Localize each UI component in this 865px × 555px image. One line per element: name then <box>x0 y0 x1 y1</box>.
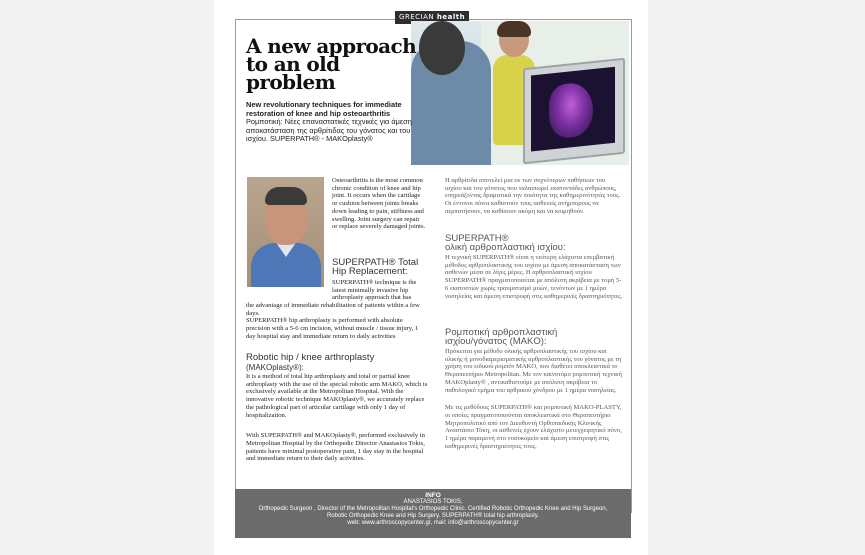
robotic-para2-en: With SUPERPATH® and MAKOplasty®, performed exclusively in Metropolitan Hospital by the Orthopedic Director Anastasios Tokis, patients have minimal postoperative pain, 1 day stay in the hospital and immediate return to their daily activities. <box>246 432 425 463</box>
superpath-heading-gr-1: SUPERPATH® <box>445 233 509 244</box>
subtitle-english: New revolutionary techniques for immediate restoration of knee and hip osteoarthritis <box>246 100 402 118</box>
info-contact: web: www.arthroscopycenter.gr, mail: info@arthroscopycenter.gr <box>347 520 519 526</box>
subtitle-greek: Ρομποτική: Νέες επαναστατικές τεχνικές για άμεση αποκατάσταση της αρθρίτιδας του γόνατος και του ισχίου. SUPERPATH® - MAKOplasty® <box>246 117 412 144</box>
english-intro: Osteoarthritis is the most common chronic condition of knee and hip joint. It occurs when the cartilage or cushion between joints breaks down leading to pain, stiffness and swelling. Joint surgery can repair or replace severely damaged joints. <box>332 177 426 231</box>
robotic-para1-gr: Πρόκειται για μέθοδο ολικής αρθροπλαστικής του ισχίου και ολικής ή μονοδιαμερισματικής αρθροπλαστικής του γόνατος με τη χρήση του ειδικού ρομπότ MAKO, που διαθέτει αποκλειστικά το Θεραπευτήριο Metropolitan. Με τον καινοτόμο ρομποτική τεχνική MAKOplasty® , αντικαθιστούμε με απόλυτη ακρίβεια το παθολογικό τμήμα του αρθρικού χόνδρου με 1 ημέρα νοσηλείας. <box>445 348 622 394</box>
masthead-section: health <box>436 13 466 21</box>
article-title: A new approach to an old problem <box>246 34 417 94</box>
xray-monitor <box>523 58 625 165</box>
greek-intro: Η αρθρίτιδα αποτελεί μια εκ των συχνότερων παθήσεων του ισχίου και του γόνατος που ταλαιπωρεί εκατοντάδες ανθρώπους, επηρεάζοντας δραματικά την ποιότητα της καθημερινότητάς τους. Οι έντονοι πόνοι καθιστούν τους ασθενείς ανήμπορους να περπατήσουν, να καθίσουν ακόμη και να κοιμηθούν. <box>445 177 621 215</box>
author-portrait <box>247 177 324 287</box>
superpath-para-top-en: SUPERPATH® technique is the latest minimally invasive hip arthroplasty approach that has <box>332 279 417 302</box>
robotic-para1-en: It is a method of total hip arthroplasty and total or partial knee arthroplasty with the use of the special robotic arm MAKO, which is exclusively available at the Metropolitan Hospital. With the innovative robotic technique MAKOplasty®, we accurately replace the pathological part of articular cartilage with only 1 day of hospitalization. <box>246 373 428 419</box>
superpath-heading-gr-2: ολική αρθροπλαστική ισχίου: <box>445 242 566 253</box>
info-name: ANASTASIOS TOKIS, <box>403 499 463 505</box>
robotic-body-gr <box>445 348 623 456</box>
hero-photo <box>411 21 629 165</box>
info-label: INFO <box>425 492 441 499</box>
info-line-1: Orthopedic Surgeon , Director of the Metropolitan Hospital's Orthopedic Clinic. Certified Robotic Orthopedic Knee and Hip Surgeon, <box>258 506 608 512</box>
superpath-para-bottom-line: the advantage of immediate rehabilitation of patients within a few days. <box>246 302 420 317</box>
robotic-subheading-en: (MAKOplasty®): <box>246 363 304 372</box>
article-subtitle <box>246 101 414 144</box>
robotic-para2-gr: Με τις μεθόδους SUPERPATH® και ρομποτική MAKO-PLASTY, οι οποίες πραγματοποιούνται αποκλειστικά στο Θεραπευτήριο Μητροπολιτικό από τον Διευθυντή Ορθοπαιδικής Κλινικής Αναστάσιο Τόκη, οι ασθενείς έχουν ελάχιστο μετεγχειρητικό πόνο, 1 ημέρα παραμονή στο νοσοκομείο και άμεση επιστροφή στις καθημερινές δραστηριότητες τους. <box>445 404 622 450</box>
superpath-para2-en: SUPERPATH® hip arthroplasty is performed with absolute precision with a 5-6 cm incision, without muscle / tissue injury, 1 day hospital stay and immediate return to daily activities <box>246 317 419 340</box>
superpath-para-bottom-en <box>246 302 428 347</box>
superpath-heading-en: SUPERPATH® Total Hip Replacement: <box>332 257 419 277</box>
robotic-body-en <box>246 373 428 469</box>
superpath-para-gr: Η τεχνική SUPERPATH® είναι η νεότερη ελάχιστα επεμβατική μέθοδος αρθροπλαστικής του ισχίου με άμεση αποκατάσταση των ασθενών μέσα σε λίγες μέρες. Η αρθροπλαστική ισχίου SUPERPATH® πραγματοποιείται με απόλυτη ακρίβεια με τομή 5-6 εκατοστών χωρίς τραυματισμό μυών, τενόντων με 1 ημέρα νοσηλείας και άμεση επιστροφή στις καθημερινές δραστηριότητες. <box>445 254 623 300</box>
info-box <box>235 489 631 538</box>
robotic-heading-gr-1: Ρομποτική αρθροπλαστική <box>445 327 558 338</box>
info-line-2: Robotic Orthopedic Knee and Hip Surgery. SUPERPATH® total hip arthroplasty. <box>326 513 540 519</box>
robotic-heading-en: Robotic hip / knee arthroplasty <box>246 352 375 363</box>
robotic-heading-gr-2: ισχίου/γόνατος (MAKO): <box>445 336 547 347</box>
masthead-brand: GRECIAN <box>398 13 435 21</box>
